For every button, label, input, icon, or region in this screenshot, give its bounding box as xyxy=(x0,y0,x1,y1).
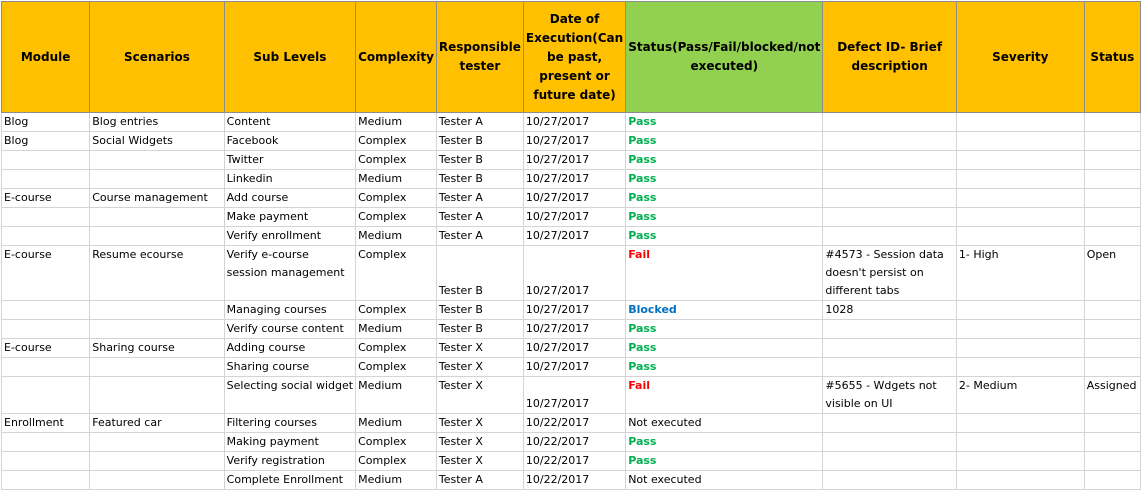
cell-complexity[interactable]: Medium xyxy=(356,227,437,246)
cell-scenario[interactable] xyxy=(90,358,224,377)
cell-severity[interactable] xyxy=(956,227,1084,246)
table-body xyxy=(2,113,1141,490)
cell-severity[interactable] xyxy=(956,339,1084,358)
cell-scenario[interactable]: Social Widgets xyxy=(90,132,224,151)
cell-complexity[interactable]: Medium xyxy=(356,113,437,132)
cell-sub-level[interactable]: Twitter xyxy=(224,151,355,170)
cell-result[interactable]: Blocked xyxy=(626,301,823,320)
cell-module[interactable]: Blog xyxy=(2,113,90,132)
table-row xyxy=(2,227,1141,246)
cell-scenario[interactable] xyxy=(90,301,224,320)
cell-tester[interactable]: Tester A xyxy=(436,227,523,246)
cell-defect[interactable] xyxy=(823,189,957,208)
cell-complexity[interactable]: Complex xyxy=(356,208,437,227)
cell-tester[interactable]: Tester X xyxy=(436,433,523,452)
cell-defect[interactable] xyxy=(823,433,957,452)
cell-sub-level[interactable]: Linkedin xyxy=(224,170,355,189)
table-row xyxy=(2,170,1141,189)
cell-severity[interactable] xyxy=(956,320,1084,339)
cell-date[interactable]: 10/27/2017 xyxy=(523,377,625,414)
cell-tester[interactable]: Tester X xyxy=(436,339,523,358)
cell-complexity[interactable]: Complex xyxy=(356,151,437,170)
cell-severity[interactable] xyxy=(956,433,1084,452)
cell-complexity[interactable]: Complex xyxy=(356,189,437,208)
cell-result[interactable]: Pass xyxy=(626,227,823,246)
cell-sub-level[interactable]: Selecting social widget xyxy=(224,377,355,414)
cell-defect[interactable] xyxy=(823,471,957,490)
cell-module[interactable]: Blog xyxy=(2,132,90,151)
cell-status[interactable] xyxy=(1084,301,1140,320)
cell-defect[interactable] xyxy=(823,151,957,170)
cell-complexity[interactable]: Complex xyxy=(356,132,437,151)
cell-severity[interactable] xyxy=(956,301,1084,320)
cell-module[interactable]: E-course xyxy=(2,339,90,358)
cell-module[interactable] xyxy=(2,358,90,377)
cell-module[interactable] xyxy=(2,471,90,490)
cell-tester[interactable]: Tester X xyxy=(436,377,523,414)
cell-complexity[interactable]: Medium xyxy=(356,377,437,414)
table-row xyxy=(2,301,1141,320)
cell-complexity[interactable]: Complex xyxy=(356,433,437,452)
cell-sub-level[interactable]: Verify enrollment xyxy=(224,227,355,246)
cell-scenario[interactable] xyxy=(90,208,224,227)
cell-scenario[interactable]: Featured car xyxy=(90,414,224,433)
cell-date[interactable]: 10/27/2017 xyxy=(523,246,625,301)
header-sub-levels[interactable]: Sub Levels xyxy=(224,2,355,113)
table-row xyxy=(2,452,1141,471)
table-row xyxy=(2,339,1141,358)
cell-scenario[interactable] xyxy=(90,320,224,339)
cell-severity[interactable] xyxy=(956,208,1084,227)
header-status[interactable]: Status xyxy=(1084,2,1140,113)
cell-tester[interactable]: Tester A xyxy=(436,113,523,132)
cell-sub-level[interactable]: Sharing course xyxy=(224,358,355,377)
cell-sub-level[interactable]: Verify registration xyxy=(224,452,355,471)
table-row xyxy=(2,189,1141,208)
header-complexity[interactable]: Complexity xyxy=(356,2,437,113)
cell-result[interactable]: Not executed xyxy=(626,471,823,490)
cell-status[interactable]: Open xyxy=(1084,246,1140,301)
cell-result[interactable]: Fail xyxy=(626,246,823,301)
cell-status[interactable] xyxy=(1084,452,1140,471)
cell-date[interactable]: 10/27/2017 xyxy=(523,208,625,227)
cell-defect[interactable] xyxy=(823,208,957,227)
cell-defect[interactable] xyxy=(823,414,957,433)
cell-status[interactable] xyxy=(1084,320,1140,339)
cell-tester[interactable]: Tester B xyxy=(436,151,523,170)
cell-severity[interactable] xyxy=(956,414,1084,433)
cell-module[interactable]: E-course xyxy=(2,189,90,208)
cell-tester[interactable]: Tester A xyxy=(436,471,523,490)
cell-module[interactable] xyxy=(2,452,90,471)
table-row xyxy=(2,377,1141,414)
cell-defect[interactable] xyxy=(823,339,957,358)
cell-sub-level[interactable]: Content xyxy=(224,113,355,132)
cell-severity[interactable] xyxy=(956,358,1084,377)
cell-complexity[interactable]: Complex xyxy=(356,358,437,377)
cell-defect[interactable]: 1028 xyxy=(823,301,957,320)
table-row xyxy=(2,113,1141,132)
cell-tester[interactable]: Tester B xyxy=(436,132,523,151)
cell-complexity[interactable]: Medium xyxy=(356,320,437,339)
cell-date[interactable]: 10/22/2017 xyxy=(523,471,625,490)
header-scenarios[interactable]: Scenarios xyxy=(90,2,224,113)
table-row xyxy=(2,151,1141,170)
cell-tester[interactable]: Tester B xyxy=(436,246,523,301)
cell-tester[interactable]: Tester B xyxy=(436,170,523,189)
cell-status[interactable] xyxy=(1084,339,1140,358)
cell-defect[interactable] xyxy=(823,113,957,132)
cell-status[interactable] xyxy=(1084,358,1140,377)
cell-scenario[interactable]: Blog entries xyxy=(90,113,224,132)
cell-result[interactable]: Not executed xyxy=(626,414,823,433)
cell-result[interactable]: Pass xyxy=(626,358,823,377)
cell-tester[interactable]: Tester X xyxy=(436,452,523,471)
cell-scenario[interactable] xyxy=(90,227,224,246)
cell-result[interactable]: Pass xyxy=(626,433,823,452)
table-row xyxy=(2,471,1141,490)
cell-result[interactable]: Pass xyxy=(626,151,823,170)
cell-sub-level[interactable]: Complete Enrollment xyxy=(224,471,355,490)
cell-date[interactable]: 10/22/2017 xyxy=(523,452,625,471)
cell-scenario[interactable] xyxy=(90,452,224,471)
test-execution-table xyxy=(1,1,1141,490)
cell-status[interactable] xyxy=(1084,189,1140,208)
cell-status[interactable] xyxy=(1084,471,1140,490)
cell-defect[interactable] xyxy=(823,358,957,377)
table-row xyxy=(2,433,1141,452)
cell-date[interactable]: 10/27/2017 xyxy=(523,227,625,246)
cell-complexity[interactable]: Complex xyxy=(356,301,437,320)
cell-scenario[interactable] xyxy=(90,471,224,490)
cell-scenario[interactable] xyxy=(90,377,224,414)
cell-severity[interactable] xyxy=(956,452,1084,471)
cell-date[interactable]: 10/27/2017 xyxy=(523,358,625,377)
cell-result[interactable]: Pass xyxy=(626,339,823,358)
cell-scenario[interactable]: Resume ecourse xyxy=(90,246,224,301)
cell-date[interactable]: 10/27/2017 xyxy=(523,189,625,208)
cell-date[interactable]: 10/27/2017 xyxy=(523,170,625,189)
cell-date[interactable]: 10/27/2017 xyxy=(523,151,625,170)
cell-tester[interactable]: Tester B xyxy=(436,301,523,320)
cell-tester[interactable]: Tester A xyxy=(436,189,523,208)
cell-severity[interactable] xyxy=(956,170,1084,189)
cell-defect[interactable]: #5655 - Wdgets not visible on UI xyxy=(823,377,957,414)
cell-severity[interactable] xyxy=(956,151,1084,170)
cell-scenario[interactable] xyxy=(90,170,224,189)
cell-severity[interactable]: 1- High xyxy=(956,246,1084,301)
cell-module[interactable] xyxy=(2,320,90,339)
cell-result[interactable]: Pass xyxy=(626,452,823,471)
header-date-of-execution[interactable]: Date of Execution(Can be past, present or future date) xyxy=(523,2,625,113)
cell-severity[interactable] xyxy=(956,132,1084,151)
cell-complexity[interactable]: Complex xyxy=(356,452,437,471)
cell-date[interactable]: 10/27/2017 xyxy=(523,113,625,132)
cell-defect[interactable] xyxy=(823,227,957,246)
cell-tester[interactable]: Tester B xyxy=(436,320,523,339)
cell-module[interactable] xyxy=(2,377,90,414)
cell-scenario[interactable] xyxy=(90,433,224,452)
cell-complexity[interactable]: Complex xyxy=(356,339,437,358)
cell-complexity[interactable]: Medium xyxy=(356,471,437,490)
cell-scenario[interactable]: Sharing course xyxy=(90,339,224,358)
cell-date[interactable]: 10/22/2017 xyxy=(523,433,625,452)
cell-status[interactable] xyxy=(1084,414,1140,433)
cell-result[interactable]: Pass xyxy=(626,189,823,208)
cell-date[interactable]: 10/22/2017 xyxy=(523,414,625,433)
cell-module[interactable] xyxy=(2,170,90,189)
table-row xyxy=(2,320,1141,339)
table-row xyxy=(2,132,1141,151)
table-row xyxy=(2,246,1141,301)
table-row xyxy=(2,208,1141,227)
cell-status[interactable] xyxy=(1084,170,1140,189)
cell-date[interactable]: 10/27/2017 xyxy=(523,301,625,320)
header-severity[interactable]: Severity xyxy=(956,2,1084,113)
cell-sub-level[interactable]: Filtering courses xyxy=(224,414,355,433)
cell-status[interactable]: Assigned xyxy=(1084,377,1140,414)
cell-module[interactable] xyxy=(2,208,90,227)
cell-defect[interactable] xyxy=(823,132,957,151)
header-execution-status[interactable]: Status(Pass/Fail/blocked/not executed) xyxy=(626,2,823,113)
cell-status[interactable] xyxy=(1084,132,1140,151)
cell-status[interactable] xyxy=(1084,208,1140,227)
cell-scenario[interactable]: Course management xyxy=(90,189,224,208)
cell-complexity[interactable]: Medium xyxy=(356,414,437,433)
cell-defect[interactable] xyxy=(823,320,957,339)
cell-status[interactable] xyxy=(1084,433,1140,452)
cell-tester[interactable]: Tester X xyxy=(436,358,523,377)
cell-severity[interactable] xyxy=(956,471,1084,490)
cell-sub-level[interactable]: Make payment xyxy=(224,208,355,227)
cell-tester[interactable]: Tester A xyxy=(436,208,523,227)
cell-sub-level[interactable]: Add course xyxy=(224,189,355,208)
cell-result[interactable]: Pass xyxy=(626,113,823,132)
header-row xyxy=(2,2,1141,113)
cell-status[interactable] xyxy=(1084,227,1140,246)
header-module[interactable]: Module xyxy=(2,2,90,113)
cell-sub-level[interactable]: Making payment xyxy=(224,433,355,452)
cell-module[interactable] xyxy=(2,151,90,170)
cell-module[interactable] xyxy=(2,433,90,452)
cell-severity[interactable] xyxy=(956,189,1084,208)
table-row xyxy=(2,414,1141,433)
cell-result[interactable]: Pass xyxy=(626,132,823,151)
cell-module[interactable] xyxy=(2,301,90,320)
cell-complexity[interactable]: Medium xyxy=(356,170,437,189)
cell-complexity[interactable]: Complex xyxy=(356,246,437,301)
header-defect-id[interactable]: Defect ID- Brief description xyxy=(823,2,957,113)
cell-result[interactable]: Fail xyxy=(626,377,823,414)
cell-status[interactable] xyxy=(1084,151,1140,170)
header-responsible-tester[interactable]: Responsible tester xyxy=(436,2,523,113)
cell-date[interactable]: 10/27/2017 xyxy=(523,320,625,339)
cell-status[interactable] xyxy=(1084,113,1140,132)
cell-result[interactable]: Pass xyxy=(626,208,823,227)
cell-sub-level[interactable]: Adding course xyxy=(224,339,355,358)
cell-sub-level[interactable]: Managing courses xyxy=(224,301,355,320)
table-row xyxy=(2,358,1141,377)
cell-result[interactable]: Pass xyxy=(626,170,823,189)
cell-module[interactable]: Enrollment xyxy=(2,414,90,433)
cell-result[interactable]: Pass xyxy=(626,320,823,339)
cell-defect[interactable] xyxy=(823,452,957,471)
cell-sub-level[interactable]: Facebook xyxy=(224,132,355,151)
cell-scenario[interactable] xyxy=(90,151,224,170)
cell-date[interactable]: 10/27/2017 xyxy=(523,132,625,151)
cell-severity[interactable] xyxy=(956,113,1084,132)
cell-sub-level[interactable]: Verify e-course session management xyxy=(224,246,355,301)
cell-defect[interactable]: #4573 - Session data doesn't persist on different tabs xyxy=(823,246,957,301)
cell-tester[interactable]: Tester X xyxy=(436,414,523,433)
cell-sub-level[interactable]: Verify course content xyxy=(224,320,355,339)
cell-module[interactable]: E-course xyxy=(2,246,90,301)
cell-module[interactable] xyxy=(2,227,90,246)
cell-defect[interactable] xyxy=(823,170,957,189)
cell-severity[interactable]: 2- Medium xyxy=(956,377,1084,414)
cell-date[interactable]: 10/27/2017 xyxy=(523,339,625,358)
